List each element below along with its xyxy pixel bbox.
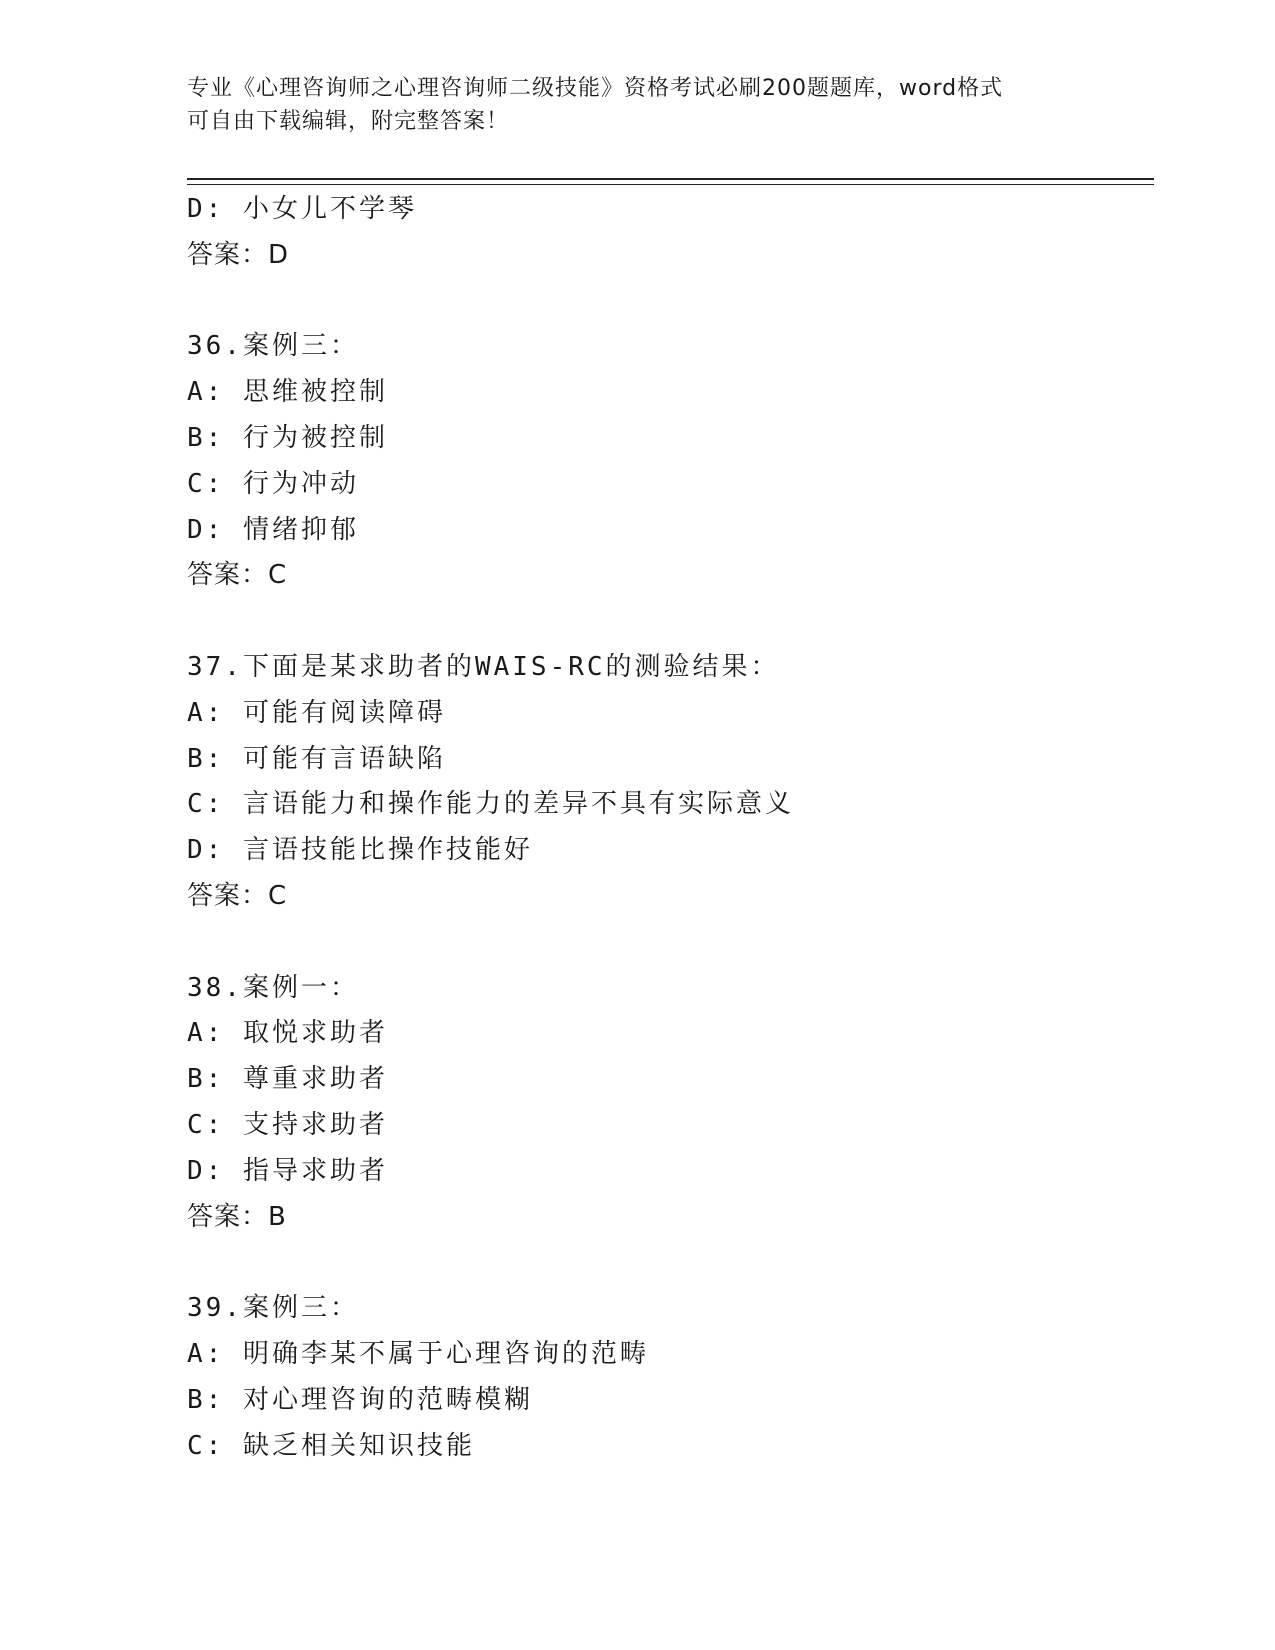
option-a: A: 明确李某不属于心理咨询的范畴 [187,1338,649,1369]
header-rule-thin [187,184,1154,185]
question-list [187,187,1147,1469]
option-c: C: 缺乏相关知识技能 [187,1430,475,1461]
option-a: A: 可能有阅读障碍 [187,697,446,728]
answer: 答案：C [187,880,288,911]
header-line-1: 专业《心理咨询师之心理咨询师二级技能》资格考试必刷200题题库，word格式 [187,76,1004,101]
answer: 答案：B [187,1201,287,1232]
question-stem: 37.下面是某求助者的WAIS-RC的测验结果： [187,651,780,682]
option-d: D: 言语技能比操作技能好 [187,835,533,866]
option-a: A: 思维被控制 [187,377,388,408]
option-b: B: 行为被控制 [187,422,388,453]
option-d: D: 情绪抑郁 [187,514,359,545]
option-c: C: 行为冲动 [187,468,359,499]
spacer [187,920,1147,966]
option-b: B: 可能有言语缺陷 [187,743,446,774]
question-stem: 39.案例三： [187,1293,359,1324]
question-stem: 38.案例一： [187,972,359,1003]
spacer [187,279,1147,325]
option-b: B: 对心理咨询的范畴模糊 [187,1384,533,1415]
answer: 答案：D [187,239,290,270]
answer: 答案：C [187,560,288,591]
question-stem: 36.案例三： [187,331,359,362]
option-a: A: 取悦求助者 [187,1018,388,1049]
header-rule-thick [187,178,1154,180]
spacer [187,1240,1147,1286]
option-c: C: 言语能力和操作能力的差异不具有实际意义 [187,789,794,820]
spacer [187,599,1147,645]
option-c: C: 支持求助者 [187,1109,388,1140]
option-d: D: 指导求助者 [187,1155,388,1186]
header-line-2: 可自由下载编辑，附完整答案！ [187,109,510,134]
option-b: B: 尊重求助者 [187,1064,388,1095]
option-d: D: 小女儿不学琴 [187,194,417,224]
document-header [187,72,1087,138]
